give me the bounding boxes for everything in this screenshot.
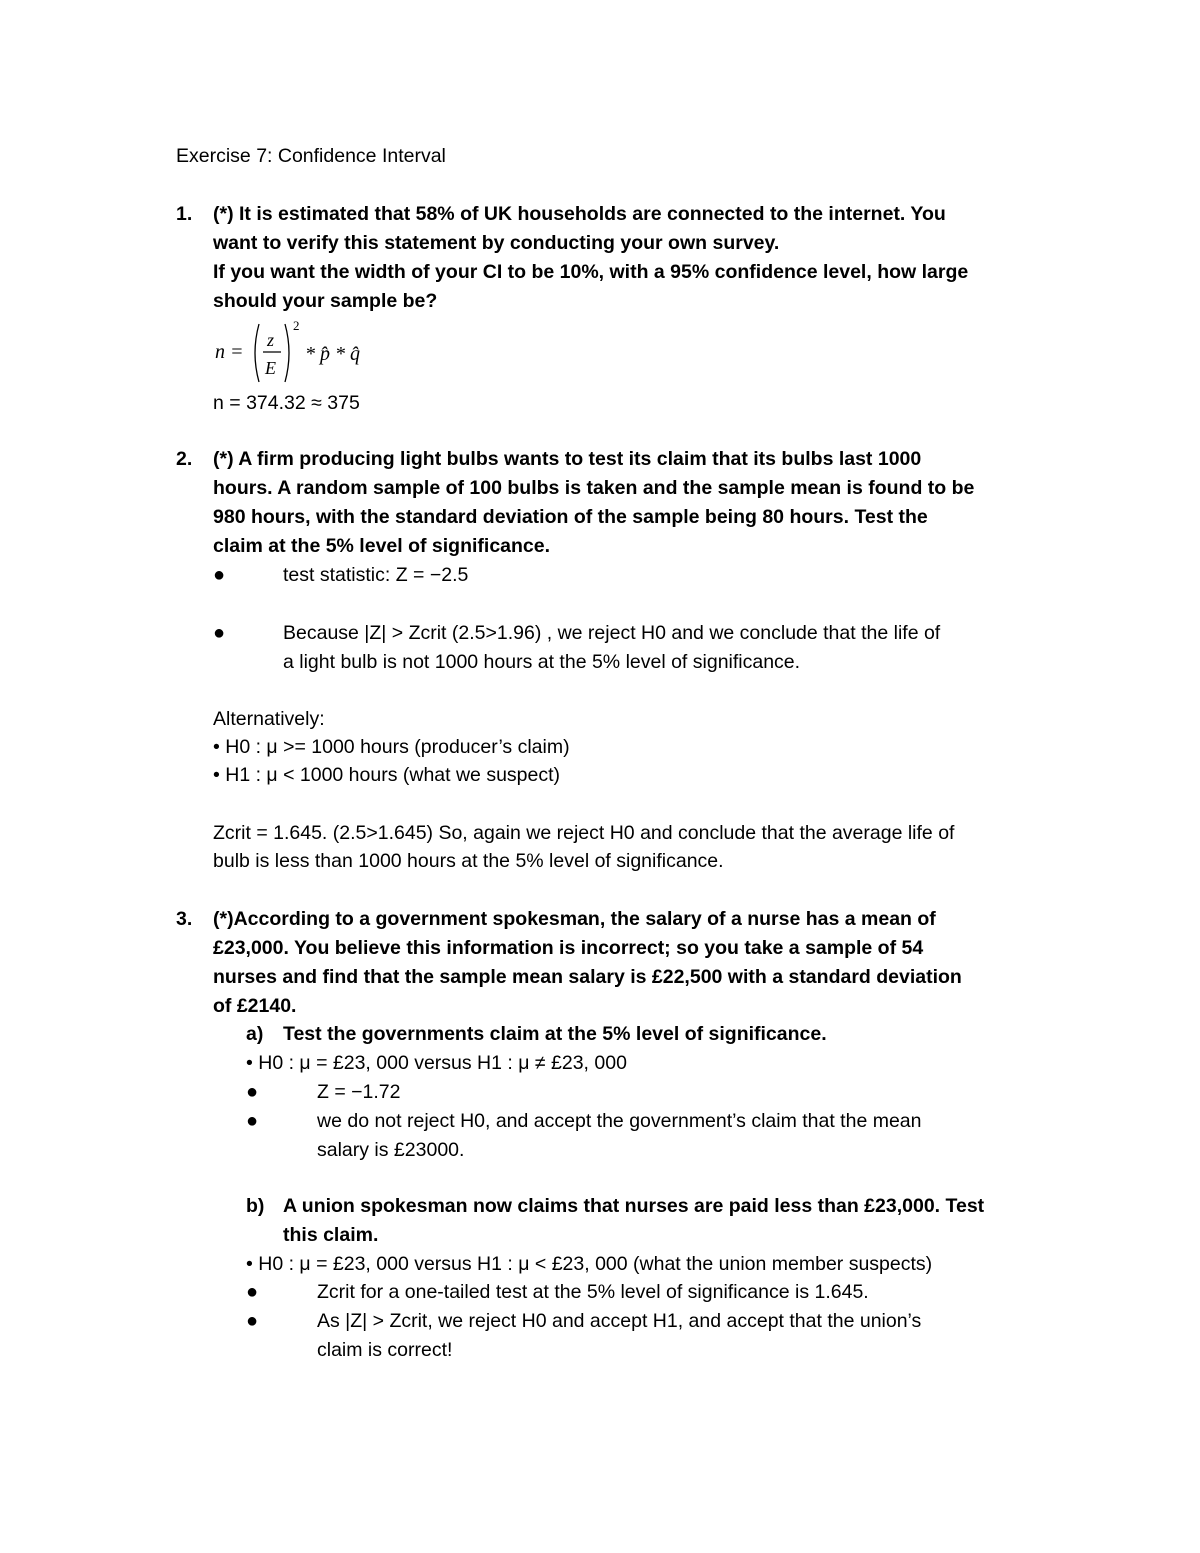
question-2-decision: a light bulb is not 1000 hours at the 5% level of significance. [283,651,801,673]
question-3-line: nurses and find that the sample mean salary is £22,500 with a standard deviation [213,966,962,988]
bullet-icon: ● [246,1310,259,1332]
bullet-icon: ● [213,622,226,644]
question-2-conclusion: Zcrit = 1.645. (2.5>1.645) So, again we reject H0 and conclude that the average life of [213,822,955,844]
question-2-number: 2. [176,448,193,470]
bullet-icon: ● [246,1281,259,1303]
formula-right-paren [285,324,289,382]
part-b-hypotheses: • H0 : μ = £23, 000 versus H1 : μ < £23, 000 (what the union member suspects) [246,1253,933,1275]
question-3-line: (*)According to a government spokesman, the salary of a nurse has a mean of [213,908,936,930]
part-b-text: A union spokesman now claims that nurses are paid less than £23,000. Test [283,1195,985,1217]
formula-exponent: 2 [293,318,300,333]
part-a-hypotheses: • H0 : μ = £23, 000 versus H1 : μ ≠ £23, 000 [246,1052,627,1074]
part-b-conclusion: claim is correct! [317,1339,453,1361]
formula-lhs: n = [215,341,244,363]
question-2-line: hours. A random sample of 100 bulbs is taken and the sample mean is found to be [213,477,975,499]
question-1-line: want to verify this statement by conducting your own survey. [213,232,780,254]
part-b-zcrit: Zcrit for a one-tailed test at the 5% level of significance is 1.645. [317,1281,869,1303]
question-1-line: (*) It is estimated that 58% of UK households are connected to the internet. You [213,203,946,225]
alternative-heading: Alternatively: [213,708,325,730]
question-2-line: 980 hours, with the standard deviation of the sample being 80 hours. Test the [213,506,928,528]
formula-numerator: z [267,330,275,350]
question-2-decision: Because |Z| > Zcrit (2.5>1.96) , we reject H0 and we conclude that the life of [283,622,941,644]
bullet-icon: ● [246,1081,259,1103]
question-3-line: £23,000. You believe this information is incorrect; so you take a sample of 54 [213,937,924,959]
part-b-label: b) [246,1195,265,1217]
question-2-conclusion: bulb is less than 1000 hours at the 5% level of significance. [213,850,724,872]
question-2-test-statistic: test statistic: Z = −2.5 [283,564,469,586]
question-1-line: should your sample be? [213,290,438,312]
question-1-answer: n = 374.32 ≈ 375 [213,392,360,414]
bullet-icon: ● [213,564,226,586]
question-2-line: claim at the 5% level of significance. [213,535,551,557]
part-a-label: a) [246,1023,264,1045]
part-b-text: this claim. [283,1224,379,1246]
sample-size-formula [213,318,393,388]
part-a-z-value: Z = −1.72 [317,1081,401,1103]
question-3-number: 3. [176,908,193,930]
question-1-number: 1. [176,203,193,225]
bullet-icon: ● [246,1110,259,1132]
part-a-conclusion: salary is £23000. [317,1139,465,1161]
formula-left-paren [255,324,259,382]
part-a-text: Test the governments claim at the 5% level of significance. [283,1023,827,1045]
part-a-conclusion: we do not reject H0, and accept the government’s claim that the mean [317,1110,922,1132]
question-3-line: of £2140. [213,995,297,1017]
part-b-conclusion: As |Z| > Zcrit, we reject H0 and accept H1, and accept that the union’s [317,1310,922,1332]
page-title: Exercise 7: Confidence Interval [176,145,446,167]
alternative-h0: • H0 : μ >= 1000 hours (producer’s claim) [213,736,570,758]
question-2-line: (*) A firm producing light bulbs wants to test its claim that its bulbs last 1000 [213,448,922,470]
question-1-line: If you want the width of your CI to be 10%, with a 95% confidence level, how large [213,261,969,283]
alternative-h1: • H1 : μ < 1000 hours (what we suspect) [213,764,561,786]
formula-rest: * p̂ * q̂ [305,343,360,365]
formula-denominator: E [265,358,276,378]
